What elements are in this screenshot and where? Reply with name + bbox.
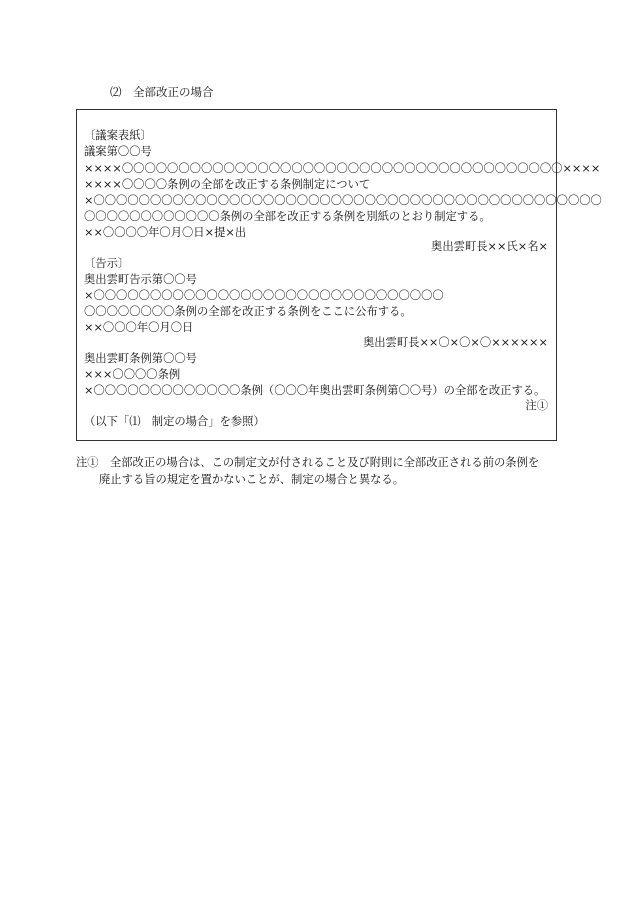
note-marker: 注① [525, 399, 548, 412]
notice-issuer: 奥出雲町長××〇×〇×〇×××××× [362, 336, 548, 349]
bill-number: 議案第〇〇号 [84, 145, 152, 158]
footnote-line-2: 廃止する旨の規定を置かないことが、制定の場合と異なる。 [99, 473, 405, 486]
bill-submitter: 奥出雲町長××氏×名× [431, 240, 548, 253]
footnote-line-1: 注① 全部改正の場合は、この制定文が付されること及び附則に全部改正される前の条例を [76, 456, 540, 469]
bill-text-line-1: ×〇〇〇〇〇〇〇〇〇〇〇〇〇〇〇〇〇〇〇〇〇〇〇〇〇〇〇〇〇〇〇〇〇〇〇〇〇〇〇〇〇〇〇〇〇 [84, 194, 602, 207]
section-heading: ⑵ 全部改正の場合 [110, 85, 214, 99]
notice-date: ××〇〇〇年〇月〇日 [84, 321, 194, 334]
bill-text-line-2: 〇〇〇〇〇〇〇〇〇〇〇〇条例の全部を改正する条例を別紙のとおり制定する。 [84, 210, 491, 223]
label-bill-cover: 〔議案表紙〕 [84, 129, 152, 142]
bill-date: ××〇〇〇〇年〇月〇日×提×出 [84, 226, 247, 239]
ordinance-number: 奥出雲町条例第〇〇号 [84, 352, 197, 365]
bill-filler-line: ××××〇〇〇〇〇〇〇〇〇〇〇〇〇〇〇〇〇〇〇〇〇〇〇〇〇〇〇〇〇〇〇〇〇〇〇〇〇〇〇×××× [84, 162, 601, 175]
label-notice: 〔告示〕 [84, 257, 130, 270]
see-also-text: （以下「⑴ 制定の場合」を参照） [84, 415, 265, 428]
bill-title: ××××〇〇〇〇条例の全部を改正する条例制定について [84, 178, 371, 191]
ordinance-enactment-text: ×〇〇〇〇〇〇〇〇〇〇〇〇〇条例（〇〇〇年奥出雲町条例第〇〇号）の全部を改正する。 [84, 384, 546, 397]
notice-number: 奥出雲町告示第〇〇号 [84, 273, 197, 286]
notice-text-line-2: 〇〇〇〇〇〇〇〇条例の全部を改正する条例をここに公布する。 [84, 305, 412, 318]
notice-text-line-1: ×〇〇〇〇〇〇〇〇〇〇〇〇〇〇〇〇〇〇〇〇〇〇〇〇〇〇〇〇〇〇〇 [84, 289, 444, 302]
ordinance-title: ×××〇〇〇〇条例 [84, 368, 181, 381]
